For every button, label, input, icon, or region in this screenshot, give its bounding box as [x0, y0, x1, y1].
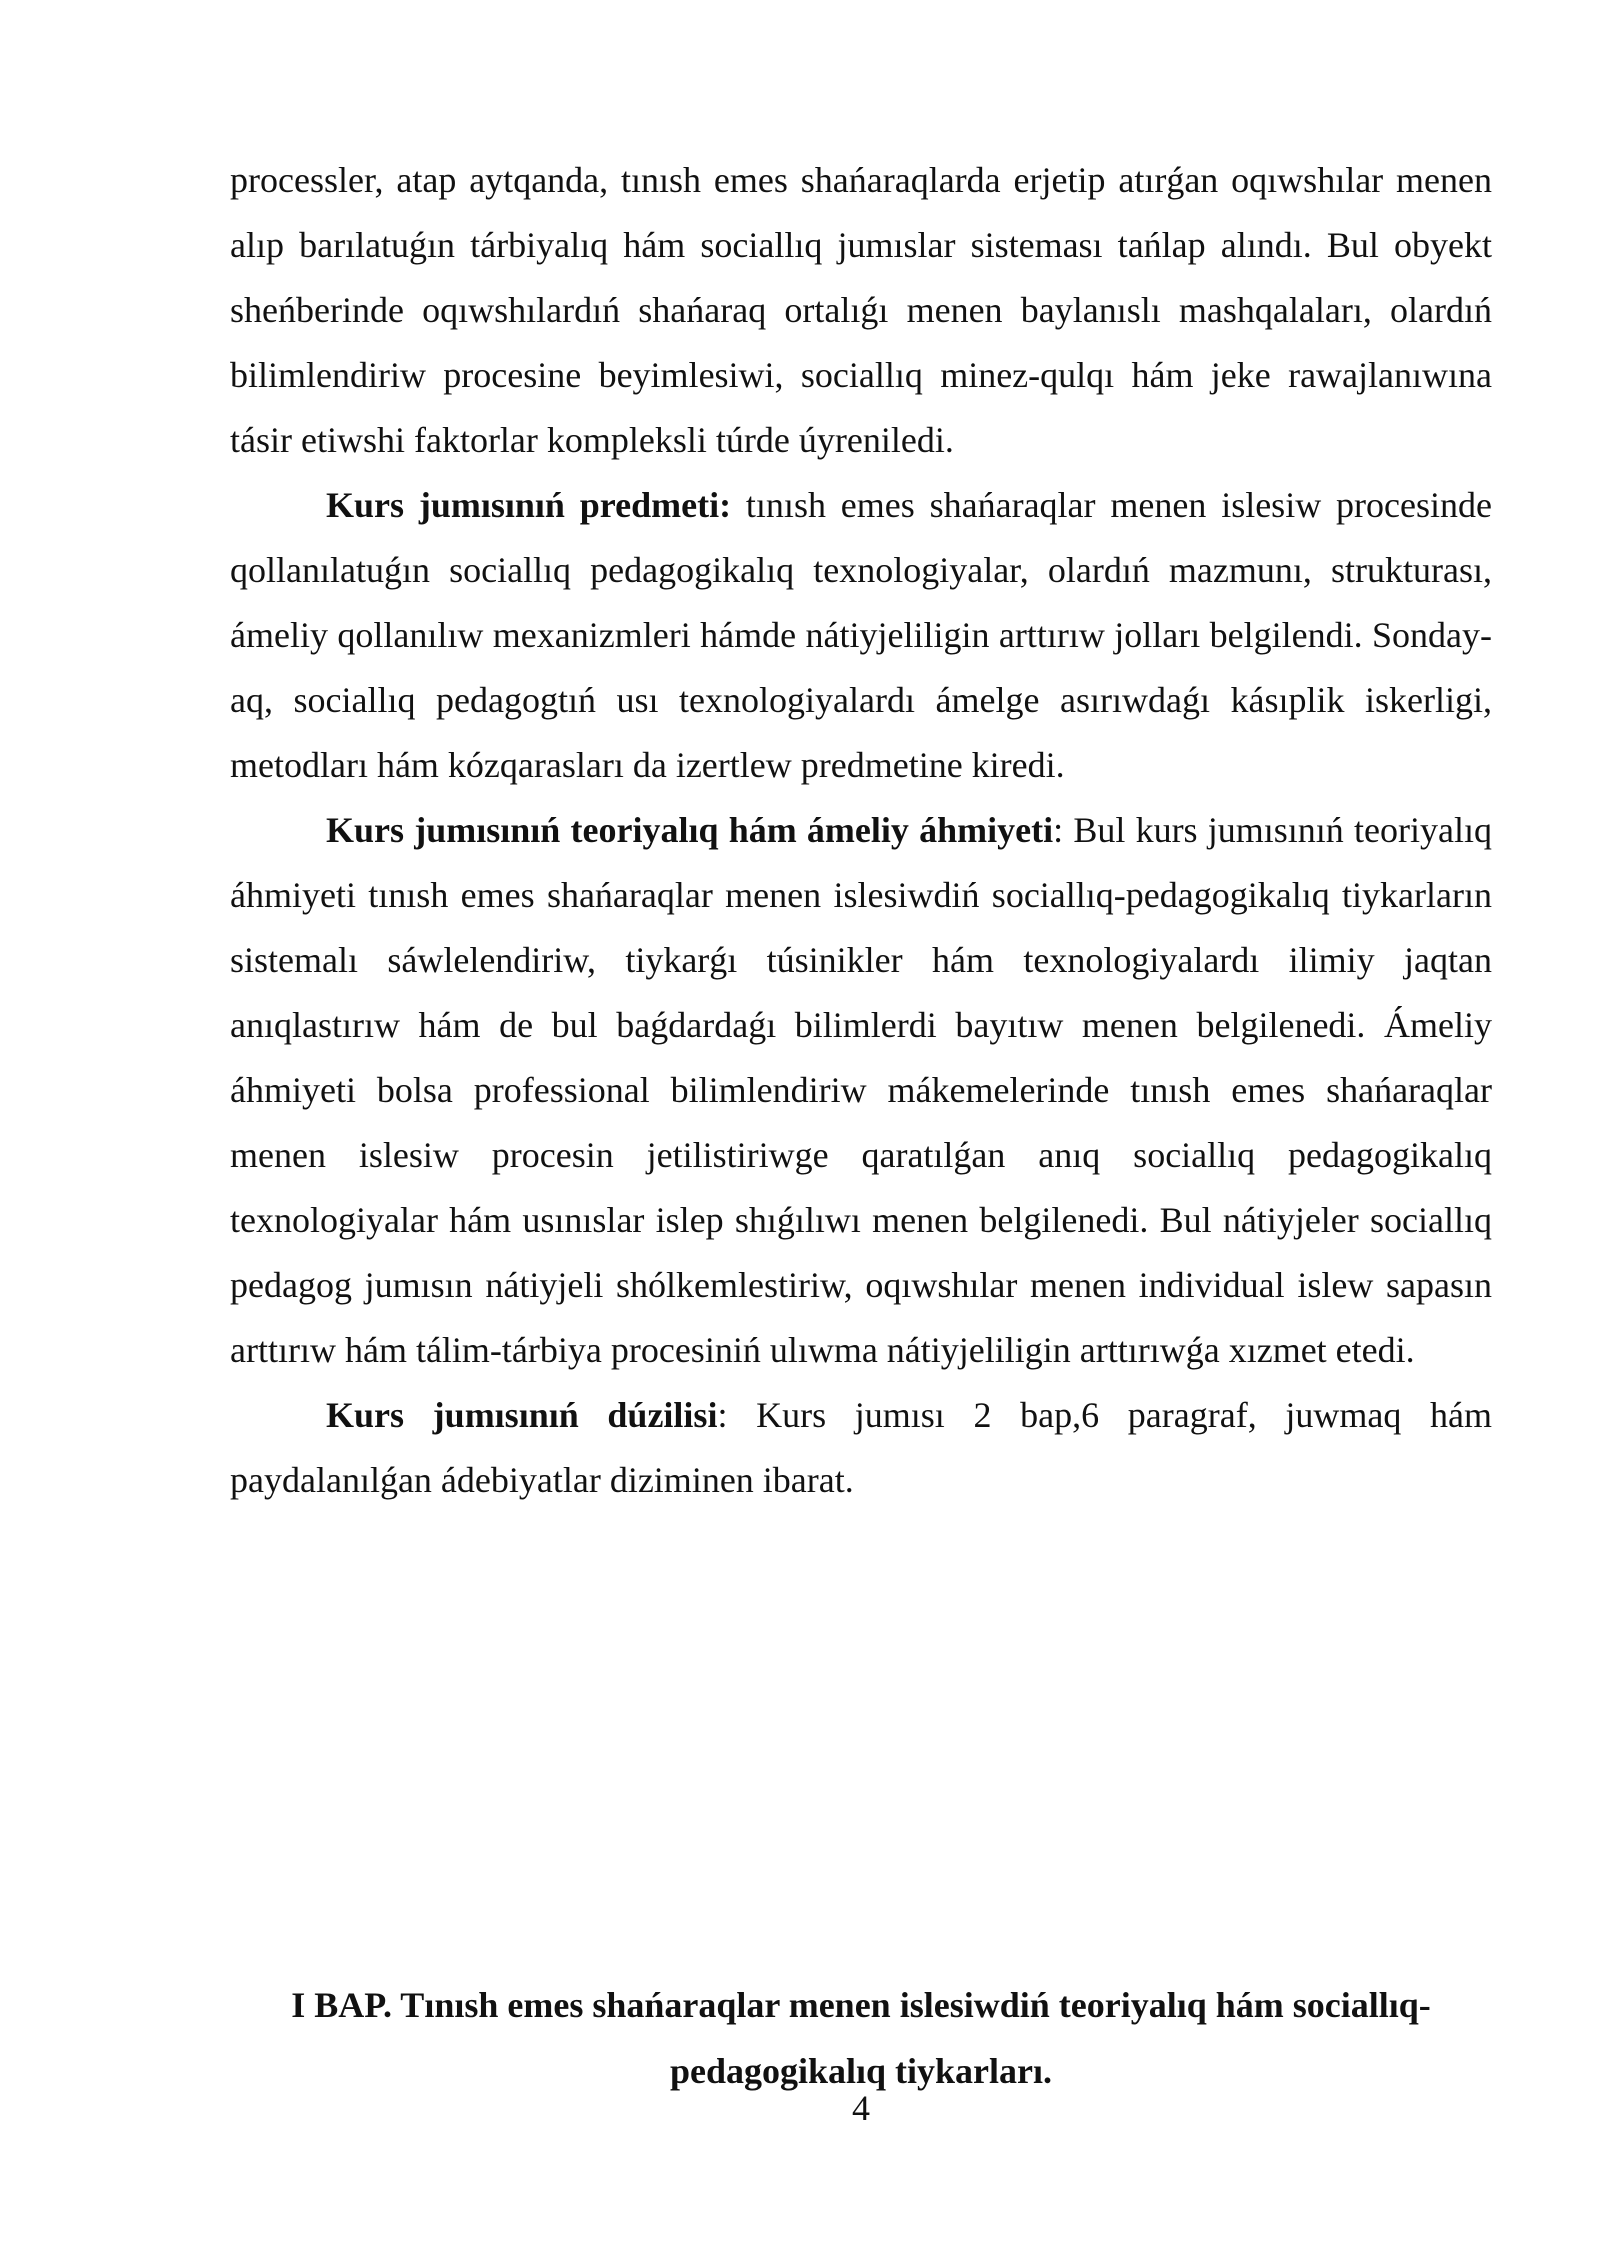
body-text	[230, 148, 1492, 1513]
paragraph-lead: Kurs jumısınıń predmeti:	[326, 485, 732, 525]
paragraph-subject	[230, 473, 1492, 798]
paragraph-lead: Kurs jumısınıń teoriyalıq hám ámeliy áhmiyeti	[326, 810, 1054, 850]
paragraph-text: : Bul kurs jumısınıń teoriyalıq áhmiyeti tınısh emes shańaraqlar menen islesiwdiń sociallıq-pedagogikalıq tiykarların sistemalı sáwlelendiriw, tiykarǵı túsinikler hám texnologiyalardı ilimiy jaqtan anıqlastırıw hám de bul baǵdardaǵı bilimlerdi bayıtıw menen belgilenedi. Ámeliy áhmiyeti bolsa professional bilimlendiriw mákemelerinde tınısh emes shańaraqlar menen islesiw procesin jetilistiriwge qaratılǵan anıq sociallıq pedagogikalıq texnologiyalar hám usınıslar islep shıǵılıwı menen belgilenedi. Bul nátiyjeler sociallıq pedagog jumısın nátiyjeli shólkemlestiriw, oqıwshılar menen individual islew sapasın arttırıw hám tálim-tárbiya procesiniń ulıwma nátiyjeliligin arttırıwǵa xızmet etedi.	[230, 810, 1492, 1370]
paragraph-significance	[230, 798, 1492, 1383]
paragraph-text: processler, atap aytqanda, tınısh emes shańaraqlarda erjetip atırǵan oqıwshılar menen alıp barılatuǵın tárbiyalıq hám sociallıq jumıslar sisteması tańlap alındı. Bul obyekt sheńberinde oqıwshılardıń shańaraq ortalıǵı menen baylanıslı mashqalaları, olardıń bilimlendiriw procesine beyimlesiwi, sociallıq minez-qulqı hám jeke rawajlanıwına tásir etiwshi faktorlar kompleksli túrde úyreniledi.	[230, 160, 1492, 460]
paragraph-object-description	[230, 148, 1492, 473]
paragraph-structure	[230, 1383, 1492, 1513]
paragraph-text: : Kurs jumısı 2 bap,6 paragraf, juwmaq hám paydalanılǵan ádebiyatlar diziminen ibarat.	[230, 1395, 1492, 1500]
paragraph-lead: Kurs jumısınıń dúzilisi	[326, 1395, 718, 1435]
paragraph-text: tınısh emes shańaraqlar menen islesiw procesinde qollanılatuǵın sociallıq pedagogikalıq texnologiyalar, olardıń mazmunı, strukturası, ámeliy qollanılıw mexanizmleri hámde nátiyjeliligin arttırıw jolları belgilendi. Sonday-aq, sociallıq pedagogtıń usı texnologiyalardı ámelge asırıwdaǵı kásıplik iskerligi, metodları hám kózqarasları da izertlew predmetine kiredi.	[230, 485, 1492, 785]
page-number: 4	[852, 2088, 870, 2128]
chapter-heading: I BAP. Tınısh emes shańaraqlar menen islesiwdiń teoriyalıq hám sociallıq-pedagogikalıq tiykarları.	[291, 1985, 1431, 2091]
